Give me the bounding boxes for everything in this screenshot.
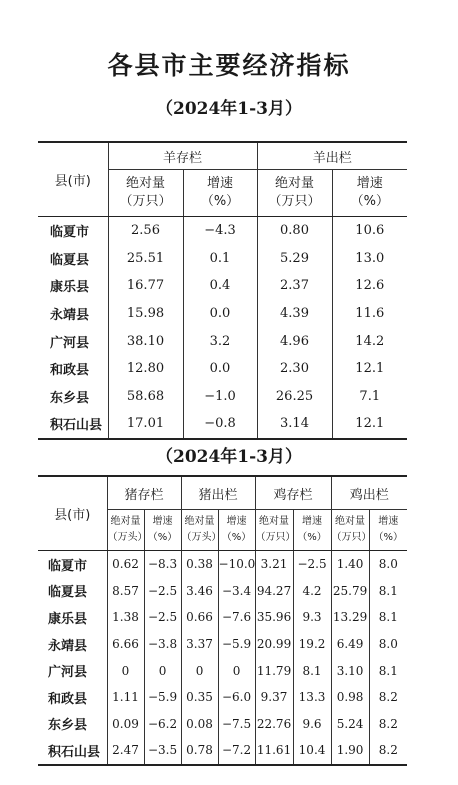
rate-unit: （%） bbox=[221, 532, 252, 543]
table-cell: 0.38 bbox=[181, 551, 218, 578]
table-cell: −6.0 bbox=[218, 684, 255, 711]
chicken-out-header: 鸡出栏 bbox=[331, 476, 407, 510]
pig-stock-header: 猪存栏 bbox=[107, 476, 181, 510]
table-cell: 0.35 bbox=[181, 684, 218, 711]
table-cell: 2.47 bbox=[107, 737, 144, 765]
table-cell: 6.66 bbox=[107, 631, 144, 658]
table-cell: 11.79 bbox=[255, 657, 293, 684]
table-row bbox=[38, 410, 407, 439]
sheep-table-body bbox=[38, 217, 407, 439]
table-cell: 0 bbox=[144, 657, 181, 684]
page-title: 各县市主要经济指标 bbox=[107, 51, 351, 80]
table-cell: 9.3 bbox=[293, 604, 331, 631]
table-cell: −6.2 bbox=[144, 711, 181, 738]
abs-label: 绝对量 bbox=[184, 516, 215, 527]
table-cell: −5.9 bbox=[144, 684, 181, 711]
table-cell: 0.98 bbox=[331, 684, 369, 711]
table-cell: −7.6 bbox=[218, 604, 255, 631]
county-name: 和政县 bbox=[50, 363, 90, 379]
rate-label: 增速 bbox=[378, 516, 399, 527]
table-cell: 0.80 bbox=[257, 217, 332, 245]
table-cell: 11.6 bbox=[332, 300, 407, 328]
table-cell: 0.1 bbox=[183, 245, 257, 273]
table-cell: 17.01 bbox=[108, 410, 183, 439]
table-cell: −5.9 bbox=[218, 631, 255, 658]
table-cell: 5.24 bbox=[331, 711, 369, 738]
rate-header bbox=[369, 510, 407, 551]
rate-unit: （%） bbox=[297, 532, 327, 543]
table-cell: 3.2 bbox=[183, 327, 257, 355]
rate-label: 增速 bbox=[302, 516, 323, 527]
sheep-stock-header: 羊存栏 bbox=[108, 142, 257, 170]
abs-label: 绝对量 bbox=[110, 516, 141, 527]
rate-label: 增速 bbox=[207, 176, 234, 191]
table-cell: 25.79 bbox=[331, 578, 369, 605]
rate-unit: （%） bbox=[200, 194, 240, 209]
abs-header bbox=[107, 510, 148, 551]
table-cell: −2.5 bbox=[144, 604, 181, 631]
table-row bbox=[38, 300, 407, 328]
table-cell: 0.08 bbox=[181, 711, 218, 738]
table-row bbox=[38, 355, 407, 383]
table-row bbox=[38, 657, 407, 684]
table-cell: 12.1 bbox=[332, 410, 407, 439]
table-cell: 1.40 bbox=[331, 551, 369, 578]
table-cell: 3.10 bbox=[331, 657, 369, 684]
abs-label: 绝对量 bbox=[275, 176, 315, 191]
table-row bbox=[38, 711, 407, 738]
table-cell: 19.2 bbox=[293, 631, 331, 658]
rate-label: 增速 bbox=[226, 516, 247, 527]
rate-unit: （%） bbox=[147, 532, 178, 543]
rate-header bbox=[332, 170, 407, 217]
county-name: 永靖县 bbox=[48, 638, 88, 654]
pig-chicken-table-body bbox=[38, 551, 407, 765]
rate-label: 增速 bbox=[356, 176, 383, 191]
table-row bbox=[38, 684, 407, 711]
table-cell: 58.68 bbox=[108, 383, 183, 411]
county-header: 县(市) bbox=[38, 476, 107, 551]
abs-label: 绝对量 bbox=[335, 516, 366, 527]
table-row bbox=[38, 217, 407, 245]
table-row bbox=[38, 551, 407, 578]
county-name: 临夏县 bbox=[50, 252, 90, 268]
table-cell: −4.3 bbox=[183, 217, 257, 245]
table-cell: 8.2 bbox=[369, 711, 407, 738]
abs-label: 绝对量 bbox=[125, 176, 165, 191]
table-cell: −1.0 bbox=[183, 383, 257, 411]
table-row bbox=[38, 578, 407, 605]
table-cell: 3.14 bbox=[257, 410, 332, 439]
table-cell: 0.09 bbox=[107, 711, 144, 738]
county-name: 临夏市 bbox=[48, 558, 88, 574]
table-cell: 7.1 bbox=[332, 383, 407, 411]
table-row bbox=[38, 631, 407, 658]
abs-header bbox=[108, 170, 183, 217]
table-cell: −2.5 bbox=[144, 578, 181, 605]
table-cell: 94.27 bbox=[255, 578, 293, 605]
table-cell: 3.37 bbox=[181, 631, 218, 658]
table-cell: 4.39 bbox=[257, 300, 332, 328]
table-cell: 38.10 bbox=[108, 327, 183, 355]
table-cell: 8.2 bbox=[369, 684, 407, 711]
rate-unit: （%） bbox=[373, 532, 404, 543]
table-cell: 13.29 bbox=[331, 604, 369, 631]
table-cell: 20.99 bbox=[255, 631, 293, 658]
table-row bbox=[38, 245, 407, 273]
table-cell: 13.0 bbox=[332, 245, 407, 273]
county-name: 临夏市 bbox=[50, 225, 90, 241]
table-cell: −3.8 bbox=[144, 631, 181, 658]
abs-header bbox=[255, 510, 296, 551]
table-cell: 12.6 bbox=[332, 272, 407, 300]
table-cell: 8.57 bbox=[107, 578, 144, 605]
table-cell: 8.2 bbox=[369, 737, 407, 765]
table-cell: 14.2 bbox=[332, 327, 407, 355]
table-cell: 25.51 bbox=[108, 245, 183, 273]
table-cell: −10.0 bbox=[218, 551, 255, 578]
table-cell: 2.30 bbox=[257, 355, 332, 383]
county-name: 永靖县 bbox=[50, 308, 90, 324]
table-cell: −0.8 bbox=[183, 410, 257, 439]
rate-header bbox=[183, 170, 257, 217]
table-cell: 0 bbox=[107, 657, 144, 684]
table-cell: 0.0 bbox=[183, 300, 257, 328]
county-header: 县(市) bbox=[38, 142, 108, 217]
table-cell: 8.0 bbox=[369, 631, 407, 658]
table-cell: 1.38 bbox=[107, 604, 144, 631]
table-cell: 6.49 bbox=[331, 631, 369, 658]
county-name: 东乡县 bbox=[48, 718, 88, 734]
rate-header bbox=[144, 510, 181, 551]
table-cell: 0.66 bbox=[181, 604, 218, 631]
abs-header bbox=[331, 510, 372, 551]
pig-out-header: 猪出栏 bbox=[181, 476, 255, 510]
table-cell: 0 bbox=[181, 657, 218, 684]
county-name: 广河县 bbox=[48, 665, 88, 681]
table-row bbox=[38, 272, 407, 300]
table-cell: −7.5 bbox=[218, 711, 255, 738]
county-name: 和政县 bbox=[48, 691, 88, 707]
table-row bbox=[38, 383, 407, 411]
table-cell: 22.76 bbox=[255, 711, 293, 738]
table-cell: 10.6 bbox=[332, 217, 407, 245]
abs-unit: （万只） bbox=[268, 194, 321, 209]
table-cell: 12.1 bbox=[332, 355, 407, 383]
table-cell: 16.77 bbox=[108, 272, 183, 300]
abs-unit: （万只） bbox=[255, 532, 296, 543]
table-cell: −3.5 bbox=[144, 737, 181, 765]
table-cell: −7.2 bbox=[218, 737, 255, 765]
table-cell: 2.56 bbox=[108, 217, 183, 245]
table-cell: 1.90 bbox=[331, 737, 369, 765]
table-cell: 9.37 bbox=[255, 684, 293, 711]
table-cell: 9.6 bbox=[293, 711, 331, 738]
table-cell: 5.29 bbox=[257, 245, 332, 273]
abs-unit: （万只） bbox=[119, 194, 172, 209]
abs-header bbox=[257, 170, 332, 217]
table-cell: 0.0 bbox=[183, 355, 257, 383]
table-cell: 8.1 bbox=[293, 657, 331, 684]
rate-header bbox=[218, 510, 255, 551]
pig-chicken-table bbox=[38, 475, 407, 766]
table-cell: −8.3 bbox=[144, 551, 181, 578]
county-name: 积石山县 bbox=[48, 744, 101, 760]
rate-label: 增速 bbox=[152, 516, 173, 527]
table-cell: 4.2 bbox=[293, 578, 331, 605]
table-cell: 2.37 bbox=[257, 272, 332, 300]
table1-subtitle: （2024年1-3月） bbox=[155, 99, 303, 119]
table-cell: 13.3 bbox=[293, 684, 331, 711]
county-name: 广河县 bbox=[50, 335, 90, 351]
table2-subtitle: （2024年1-3月） bbox=[155, 447, 303, 467]
abs-header bbox=[181, 510, 222, 551]
table-cell: 0 bbox=[218, 657, 255, 684]
table-cell: 8.1 bbox=[369, 578, 407, 605]
sheep-table bbox=[38, 141, 407, 440]
table-cell: 8.1 bbox=[369, 657, 407, 684]
table-cell: 10.4 bbox=[293, 737, 331, 765]
table-cell: 8.0 bbox=[369, 551, 407, 578]
county-name: 临夏县 bbox=[48, 585, 88, 601]
table-cell: 26.25 bbox=[257, 383, 332, 411]
table-cell: 0.78 bbox=[181, 737, 218, 765]
table-cell: 35.96 bbox=[255, 604, 293, 631]
table-cell: 12.80 bbox=[108, 355, 183, 383]
table-cell: 0.62 bbox=[107, 551, 144, 578]
abs-label: 绝对量 bbox=[259, 516, 290, 527]
table-cell: 3.21 bbox=[255, 551, 293, 578]
county-name: 东乡县 bbox=[50, 390, 90, 406]
county-name: 积石山县 bbox=[50, 418, 103, 434]
table-cell: 3.46 bbox=[181, 578, 218, 605]
abs-unit: （万头） bbox=[181, 532, 222, 543]
table-cell: 11.61 bbox=[255, 737, 293, 765]
county-name: 康乐县 bbox=[48, 611, 88, 627]
table-cell: 0.4 bbox=[183, 272, 257, 300]
chicken-stock-header: 鸡存栏 bbox=[255, 476, 331, 510]
abs-unit: （万头） bbox=[107, 532, 148, 543]
county-name: 康乐县 bbox=[50, 280, 90, 296]
table-row bbox=[38, 327, 407, 355]
table-cell: 1.11 bbox=[107, 684, 144, 711]
table-row bbox=[38, 604, 407, 631]
table-cell: −3.4 bbox=[218, 578, 255, 605]
table-cell: −2.5 bbox=[293, 551, 331, 578]
sheep-out-header: 羊出栏 bbox=[257, 142, 407, 170]
rate-header bbox=[293, 510, 331, 551]
table-cell: 15.98 bbox=[108, 300, 183, 328]
rate-unit: （%） bbox=[350, 194, 389, 209]
table-cell: 4.96 bbox=[257, 327, 332, 355]
table-row bbox=[38, 737, 407, 765]
table-cell: 8.1 bbox=[369, 604, 407, 631]
abs-unit: （万只） bbox=[331, 532, 372, 543]
